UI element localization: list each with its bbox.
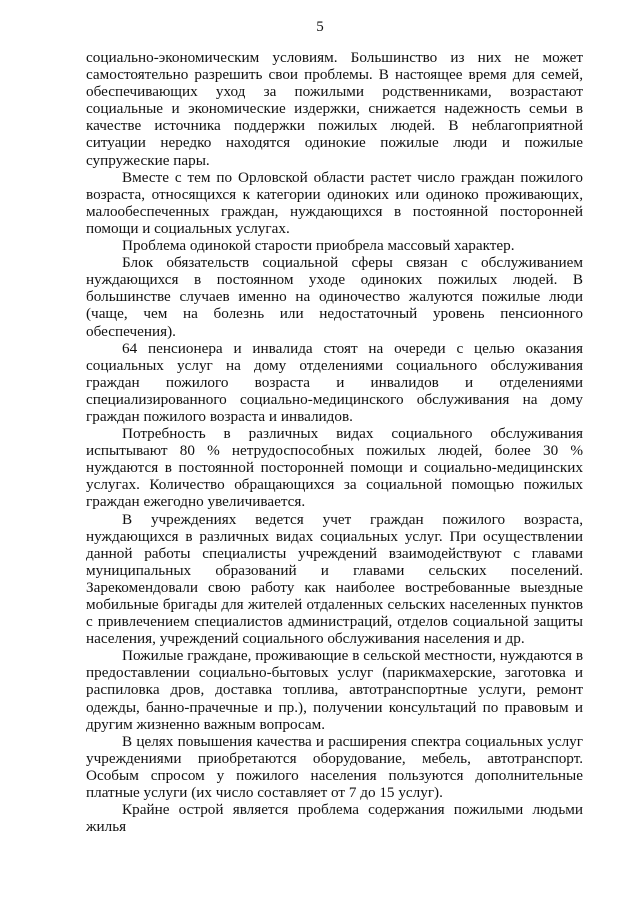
paragraph: Пожилые граждане, проживающие в сельской местности, нуждаются в предоставлении социально-бытовых услуг (парикмахерские, заготовка и распиловка дров, доставка топлива, автотранспортные услуги, ремонт одежды, банно-прачечные и пр.), получении консультаций по правовым и другим жизненно важным вопросам. xyxy=(86,647,583,733)
paragraph: Блок обязательств социальной сферы связан с обслуживанием нуждающихся в постоянном уходе одиноких пожилых людей. В большинстве случаев именно на одиночество жалуются пожилые люди (чаще, чем на болезнь или недостаточный уровень пенсионного обеспечения). xyxy=(86,254,583,340)
body-text xyxy=(86,49,583,835)
paragraph: социально-экономическим условиям. Большинство из них не может самостоятельно разрешить свои проблемы. В настоящее время для семей, обеспечивающих уход за пожилыми родственниками, возрастают социальные и экономические издержки, снижается надежность семьи в качестве источника поддержки пожилых людей. В неблагоприятной ситуации нередко находятся одинокие пожилые люди и пожилые супружеские пары. xyxy=(86,49,583,169)
paragraph: Вместе с тем по Орловской области растет число граждан пожилого возраста, относящихся к категории одиноких или одиноко проживающих, малообеспеченных граждан, нуждающихся в постоянной посторонней помощи и социальных услугах. xyxy=(86,168,583,237)
paragraph: В целях повышения качества и расширения спектра социальных услуг учреждениями приобретаются оборудование, мебель, автотранспорт. Особым спросом у пожилого населения пользуются дополнительные платные услуги (их число составляет от 7 до 15 услуг). xyxy=(86,732,583,802)
paragraph: Потребность в различных видах социального обслуживания испытывают 80 % нетрудоспособных пожилых людей, более 30 % нуждаются в постоянной посторонней помощи и социально-медицинских услугах. Количество обращающихся за социальной помощью пожилых граждан ежегодно увеличивается. xyxy=(86,425,583,511)
paragraph: 64 пенсионера и инвалида стоят на очереди с целью оказания социальных услуг на дому отделениями социального обслуживания граждан пожилого возраста и инвалидов и отделениями специализированного социально-медицинского обслуживания на дому граждан пожилого возраста и инвалидов. xyxy=(86,339,583,425)
paragraph: Крайне острой является проблема содержания пожилыми людьми жилья xyxy=(86,801,583,836)
page-number: 5 xyxy=(316,19,324,35)
paragraph: Проблема одинокой старости приобрела массовый характер. xyxy=(122,237,515,255)
paragraph: В учреждениях ведется учет граждан пожилого возраста, нуждающихся в различных видах социальных услуг. При осуществлении данной работы специалисты учреждений взаимодействуют с главами муниципальных образований и главами сельских поселений. Зарекомендовали свою работу как наиболее востребованные выездные мобильные бригады для жителей отдаленных сельских населенных пунктов с привлечением специалистов администраций, отделов социальной защиты населения, учреждений социального обслуживания населения и др. xyxy=(86,510,583,648)
